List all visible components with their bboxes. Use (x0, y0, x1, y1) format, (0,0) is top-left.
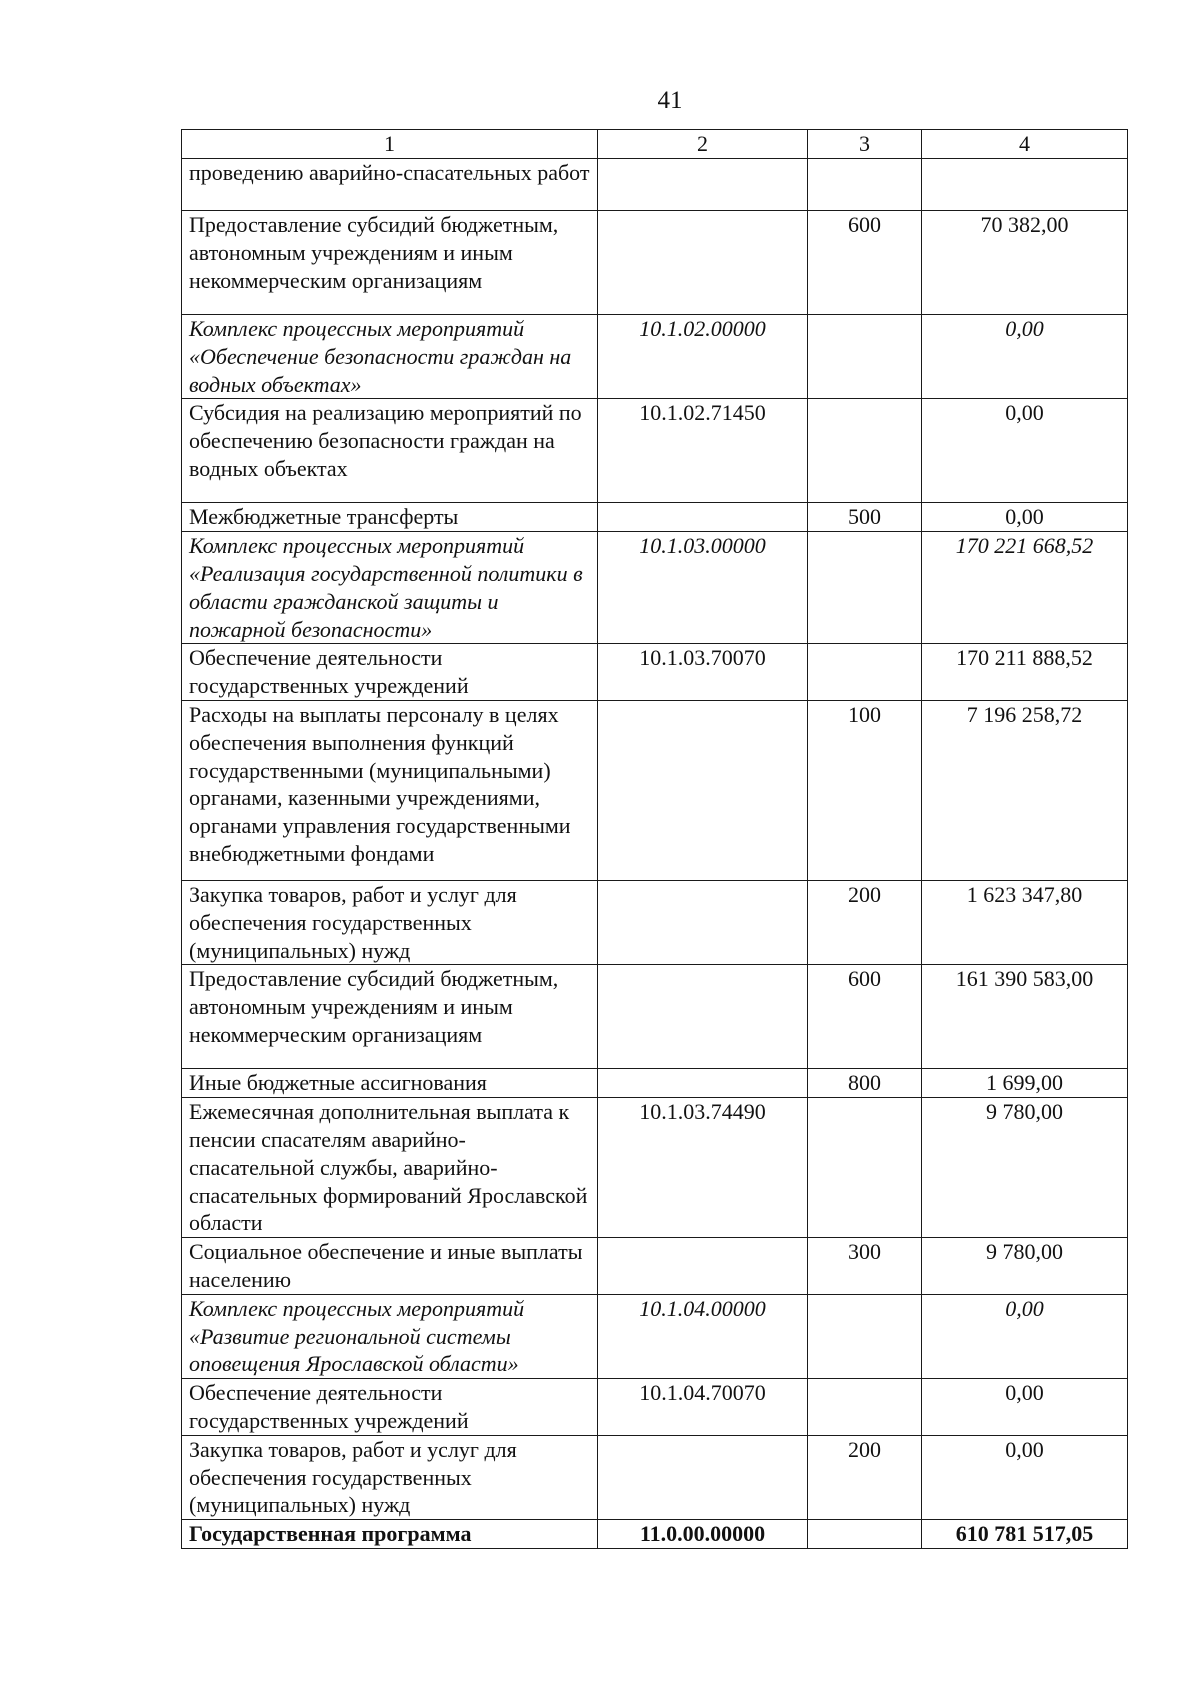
table-row (182, 965, 1128, 1069)
cell-name: Комплекс процессных мероприятий «Обеспечение безопасности граждан на водных объектах» (182, 315, 598, 399)
table-header-row (182, 130, 1128, 159)
header-col-4: 4 (922, 130, 1128, 159)
cell-name: Обеспечение деятельности государственных учреждений (182, 644, 598, 701)
cell-code (598, 1238, 808, 1295)
table-row (182, 1098, 1128, 1238)
table-row (182, 1379, 1128, 1436)
table-body (182, 130, 1128, 1549)
cell-amount: 161 390 583,00 (922, 965, 1128, 1069)
cell-code: 10.1.02.00000 (598, 315, 808, 399)
cell-expense-type (808, 1098, 922, 1238)
header-col-1: 1 (182, 130, 598, 159)
page-number: 41 (657, 87, 683, 114)
cell-name: Закупка товаров, работ и услуг для обеспечения государственных (муниципальных) нужд (182, 880, 598, 964)
cell-code (598, 880, 808, 964)
table-row (182, 1069, 1128, 1098)
cell-amount: 9 780,00 (922, 1098, 1128, 1238)
cell-code (598, 700, 808, 880)
cell-amount: 7 196 258,72 (922, 700, 1128, 880)
table-row (182, 1435, 1128, 1519)
cell-amount: 610 781 517,05 (922, 1520, 1128, 1549)
cell-expense-type: 200 (808, 1435, 922, 1519)
cell-code (598, 159, 808, 211)
cell-code: 11.0.00.00000 (598, 1520, 808, 1549)
cell-code: 10.1.03.70070 (598, 644, 808, 701)
cell-expense-type (808, 1294, 922, 1378)
cell-name: проведению аварийно-спасательных работ (182, 159, 598, 211)
cell-name: Предоставление субсидий бюджетным, автономным учреждениям и иным некоммерческим организациям (182, 211, 598, 315)
table-row (182, 880, 1128, 964)
cell-code: 10.1.04.00000 (598, 1294, 808, 1378)
table-row (182, 159, 1128, 211)
table-row (182, 399, 1128, 503)
cell-amount: 1 623 347,80 (922, 880, 1128, 964)
cell-amount: 0,00 (922, 1435, 1128, 1519)
cell-expense-type (808, 159, 922, 211)
cell-expense-type (808, 399, 922, 503)
table-row (182, 1238, 1128, 1295)
cell-name: Социальное обеспечение и иные выплаты населению (182, 1238, 598, 1295)
table-row (182, 532, 1128, 644)
table-row (182, 503, 1128, 532)
cell-code (598, 503, 808, 532)
cell-code: 10.1.03.00000 (598, 532, 808, 644)
cell-expense-type (808, 1379, 922, 1436)
cell-code (598, 1069, 808, 1098)
table-row (182, 644, 1128, 701)
header-col-2: 2 (598, 130, 808, 159)
cell-code (598, 211, 808, 315)
table-row (182, 1294, 1128, 1378)
cell-name: Обеспечение деятельности государственных учреждений (182, 1379, 598, 1436)
cell-amount: 9 780,00 (922, 1238, 1128, 1295)
cell-name: Закупка товаров, работ и услуг для обеспечения государственных (муниципальных) нужд (182, 1435, 598, 1519)
cell-expense-type: 500 (808, 503, 922, 532)
cell-code: 10.1.04.70070 (598, 1379, 808, 1436)
cell-amount: 0,00 (922, 1379, 1128, 1436)
table-row (182, 700, 1128, 880)
cell-amount: 70 382,00 (922, 211, 1128, 315)
cell-amount: 0,00 (922, 1294, 1128, 1378)
cell-code (598, 1435, 808, 1519)
cell-amount: 0,00 (922, 315, 1128, 399)
table-row (182, 211, 1128, 315)
cell-name: Комплекс процессных мероприятий «Реализация государственной политики в области гражданской защиты и пожарной безопасности» (182, 532, 598, 644)
cell-expense-type: 200 (808, 880, 922, 964)
cell-amount: 170 221 668,52 (922, 532, 1128, 644)
cell-name: Иные бюджетные ассигнования (182, 1069, 598, 1098)
table-row (182, 315, 1128, 399)
cell-amount: 170 211 888,52 (922, 644, 1128, 701)
cell-code: 10.1.03.74490 (598, 1098, 808, 1238)
cell-expense-type: 600 (808, 211, 922, 315)
cell-code: 10.1.02.71450 (598, 399, 808, 503)
cell-expense-type (808, 315, 922, 399)
cell-name: Предоставление субсидий бюджетным, автономным учреждениям и иным некоммерческим организациям (182, 965, 598, 1069)
cell-name: Расходы на выплаты персоналу в целях обеспечения выполнения функций государственными (муниципальными) органами, казенными учреждениями, органами управления государственными внебюджетными фондами (182, 700, 598, 880)
budget-table (181, 129, 1128, 1549)
cell-expense-type: 600 (808, 965, 922, 1069)
cell-name: Комплекс процессных мероприятий «Развитие региональной системы оповещения Ярославской области» (182, 1294, 598, 1378)
cell-expense-type (808, 644, 922, 701)
header-col-3: 3 (808, 130, 922, 159)
table-row (182, 1520, 1128, 1549)
cell-expense-type: 300 (808, 1238, 922, 1295)
cell-name: Ежемесячная дополнительная выплата к пенсии спасателям аварийно-спасательной службы, аварийно-спасательных формирований Ярославской области (182, 1098, 598, 1238)
cell-expense-type: 800 (808, 1069, 922, 1098)
cell-amount: 1 699,00 (922, 1069, 1128, 1098)
cell-expense-type (808, 1520, 922, 1549)
cell-amount: 0,00 (922, 503, 1128, 532)
cell-code (598, 965, 808, 1069)
cell-amount: 0,00 (922, 399, 1128, 503)
cell-expense-type: 100 (808, 700, 922, 880)
cell-name: Государственная программа (182, 1520, 598, 1549)
cell-amount (922, 159, 1128, 211)
cell-expense-type (808, 532, 922, 644)
cell-name: Субсидия на реализацию мероприятий по обеспечению безопасности граждан на водных объектах (182, 399, 598, 503)
cell-name: Межбюджетные трансферты (182, 503, 598, 532)
